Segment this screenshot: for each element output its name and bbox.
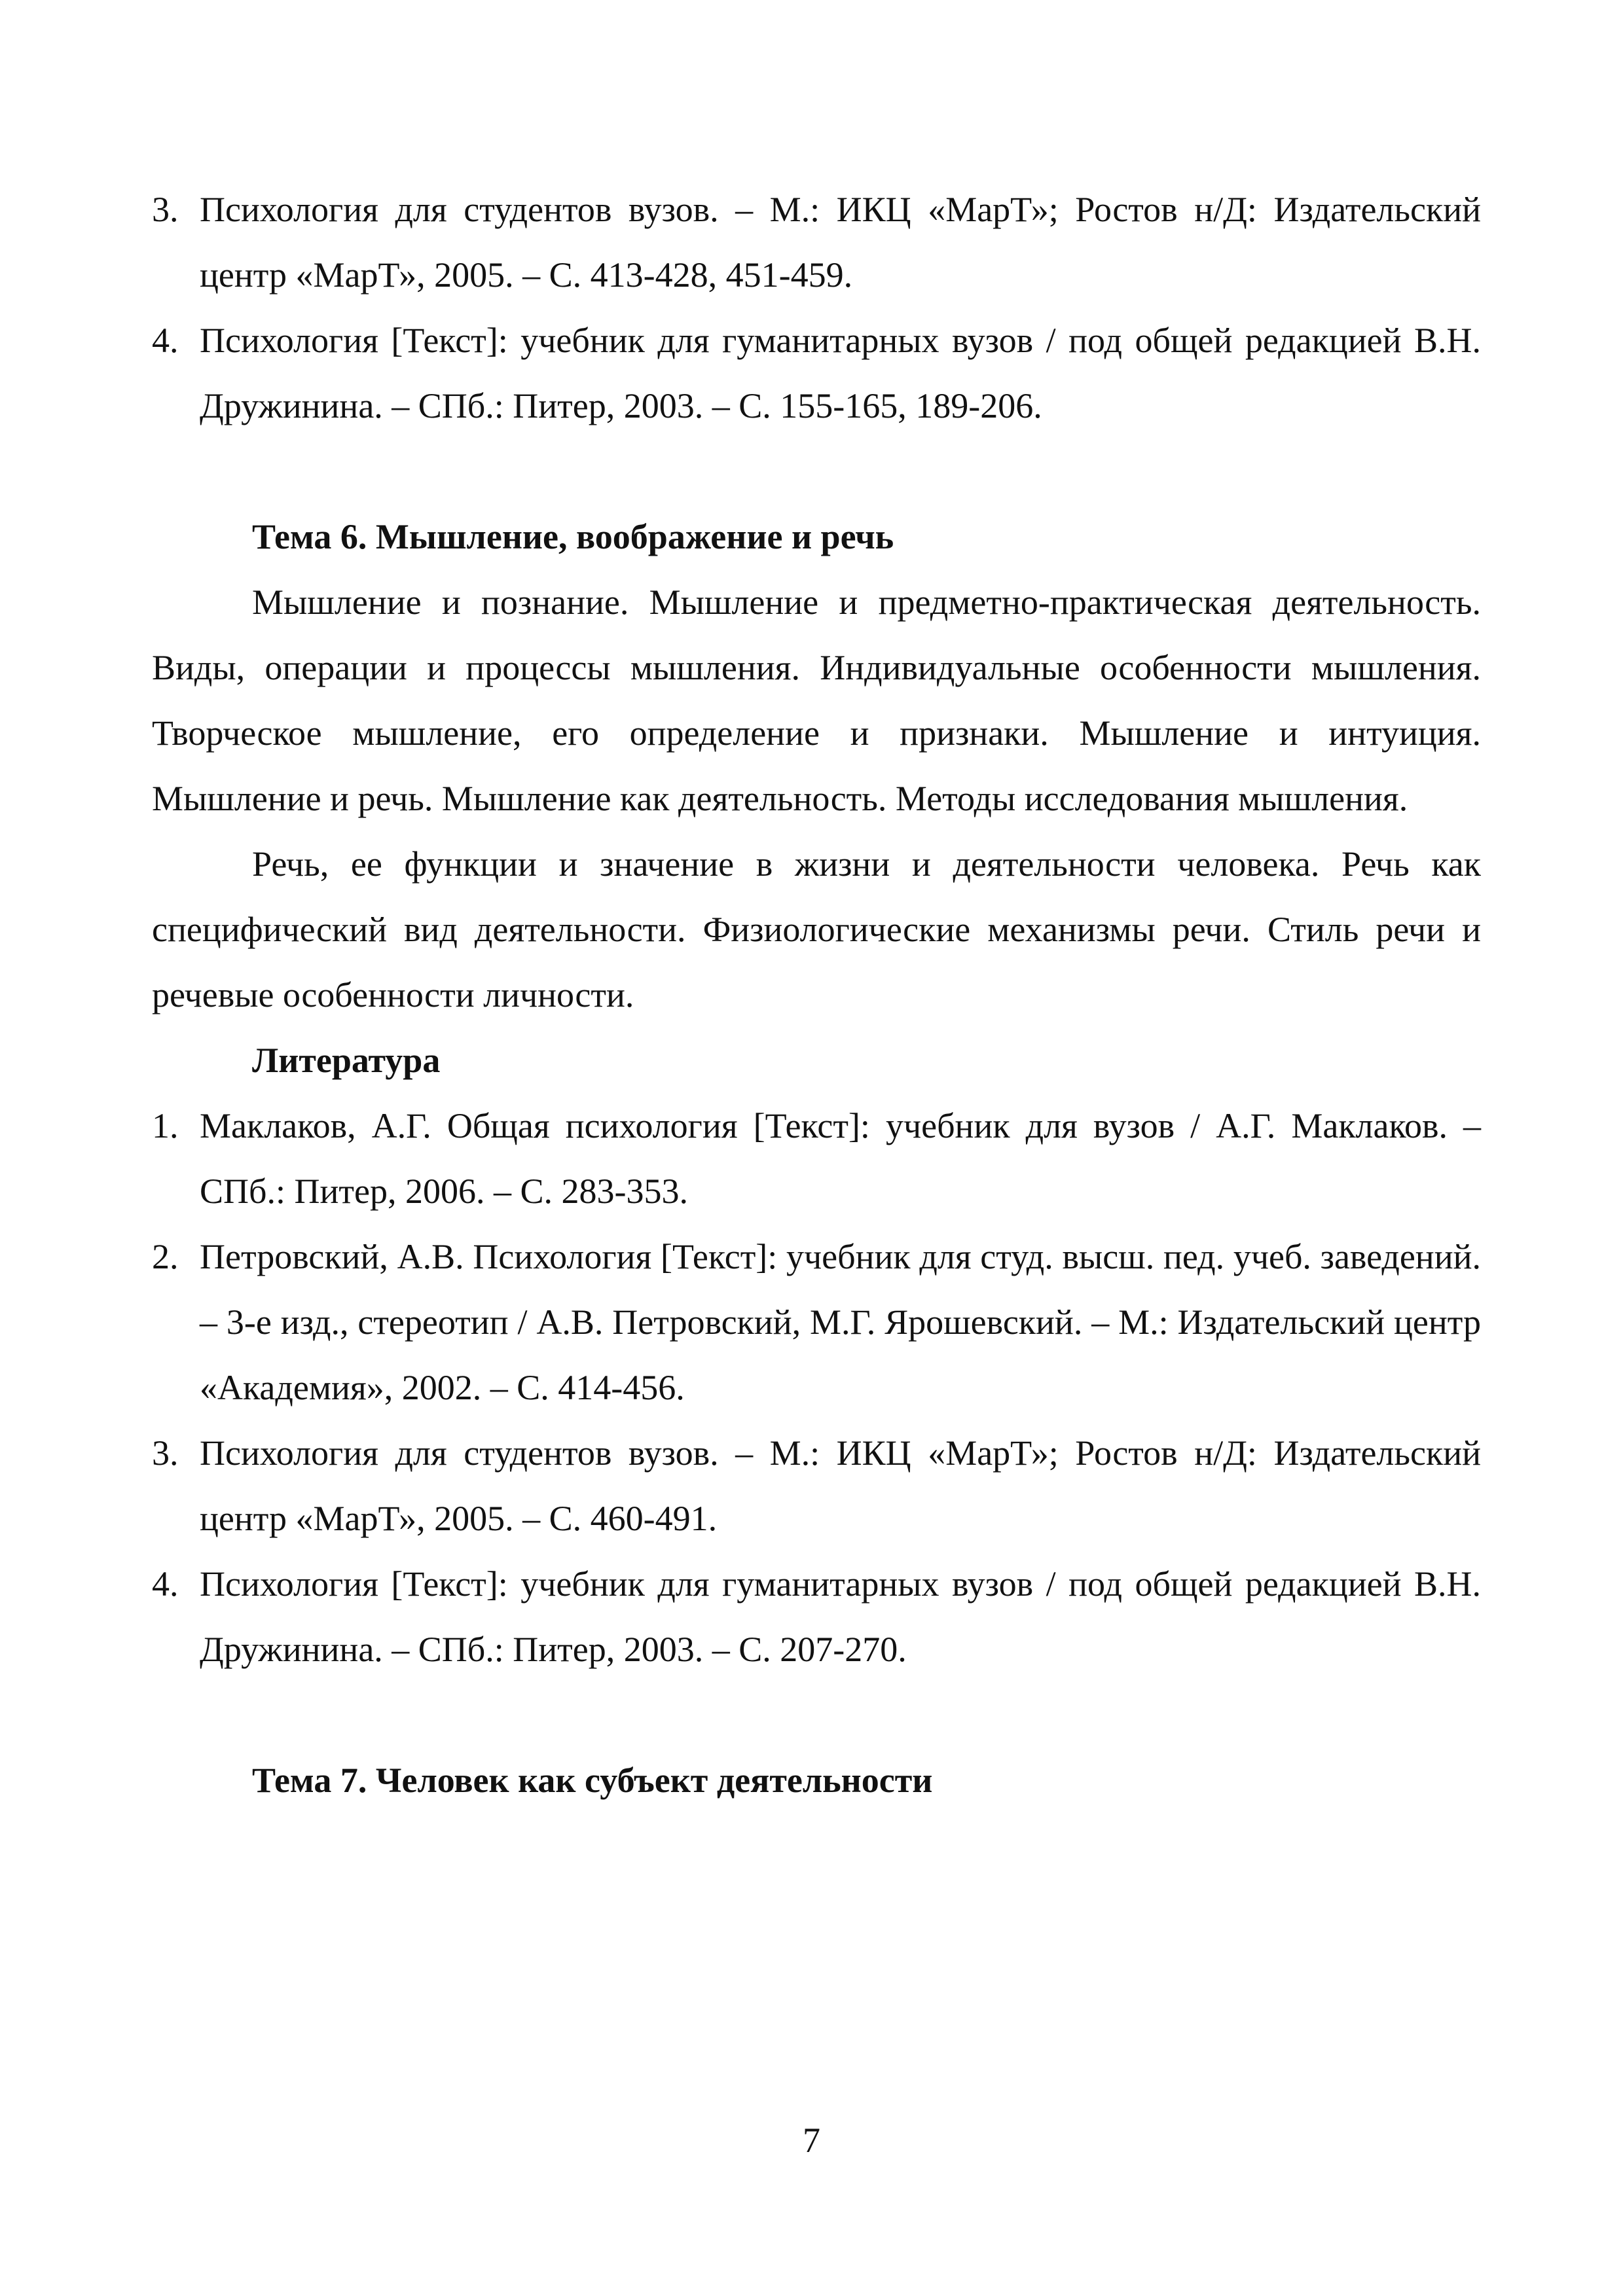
list-item-text: Петровский, А.В. Психология [Текст]: учебник для студ. высш. пед. учеб. заведений. – 3-е изд., стереотип / А.В. Петровский, М.Г. Ярошевский. – М.: Издательский центр «Академия», 2002. – С. 414-456. [200, 1237, 1481, 1407]
list-item [152, 177, 1481, 308]
literature-heading: Литература [252, 1041, 441, 1080]
list-item [152, 1093, 1481, 1224]
topic-6-title: Тема 6. Мышление, воображение и речь [252, 517, 894, 556]
topic-7-title: Тема 7. Человек как субъект деятельности [252, 1761, 933, 1800]
previous-topic-literature-list [152, 177, 1481, 439]
page-content [152, 177, 1481, 1813]
list-item-number: 4. [152, 1564, 179, 1604]
list-item [152, 1551, 1481, 1682]
list-item [152, 1224, 1481, 1420]
list-item-number: 3. [152, 1433, 179, 1473]
list-item-number: 1. [152, 1106, 179, 1145]
list-item-number: 2. [152, 1237, 179, 1276]
list-item-text: Психология для студентов вузов. – М.: ИКЦ «МарТ»; Ростов н/Д: Издательский центр «МарТ», 2005. – С. 413-428, 451-459. [200, 190, 1481, 295]
topic-6-literature-list [152, 1093, 1481, 1682]
topic-6-paragraph-1: Мышление и познание. Мышление и предметно-практическая деятельность. Виды, операции и процессы мышления. Индивидуальные особенности мышления. Творческое мышление, его определение и признаки. Мышление и интуиция. Мышление и речь. Мышление как деятельность. Методы исследования мышления. [152, 583, 1481, 818]
list-item-text: Психология [Текст]: учебник для гуманитарных вузов / под общей редакцией В.Н. Дружинина. – СПб.: Питер, 2003. – С. 155-165, 189-206. [200, 321, 1481, 425]
list-item-number: 3. [152, 190, 179, 229]
list-item-number: 4. [152, 321, 179, 360]
list-item [152, 308, 1481, 439]
list-item-text: Психология для студентов вузов. – М.: ИКЦ «МарТ»; Ростов н/Д: Издательский центр «МарТ», 2005. – С. 460-491. [200, 1433, 1481, 1538]
list-item-text: Маклаков, А.Г. Общая психология [Текст]: учебник для вузов / А.Г. Маклаков. – СПб.: Питер, 2006. – С. 283-353. [200, 1106, 1481, 1211]
page-number: 7 [803, 2121, 820, 2160]
topic-6-paragraph-2: Речь, ее функции и значение в жизни и деятельности человека. Речь как специфический вид деятельности. Физиологические механизмы речи. Стиль речи и речевые особенности личности. [152, 844, 1481, 1014]
list-item-text: Психология [Текст]: учебник для гуманитарных вузов / под общей редакцией В.Н. Дружинина. – СПб.: Питер, 2003. – С. 207-270. [200, 1564, 1481, 1669]
list-item [152, 1420, 1481, 1551]
